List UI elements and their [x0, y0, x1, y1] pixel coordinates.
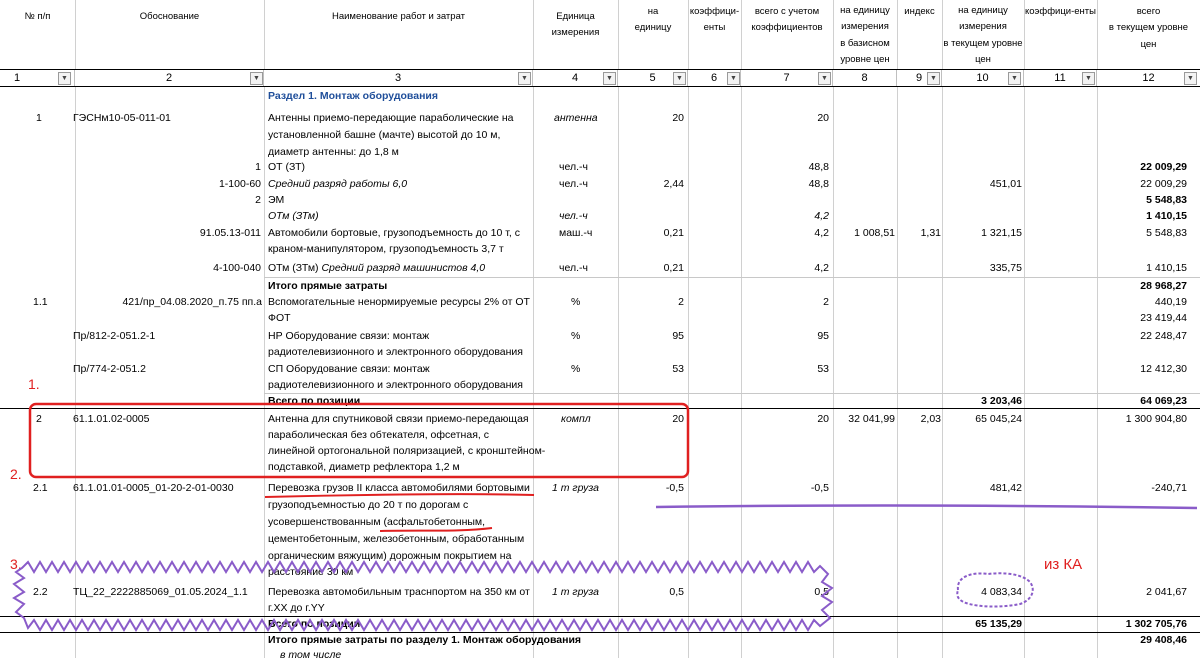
row13-per-unit[interactable]: 53	[672, 363, 684, 375]
row11-unit[interactable]: %	[571, 296, 581, 308]
row13-unit[interactable]: %	[571, 363, 581, 375]
row1-total[interactable]: 20	[817, 112, 829, 124]
row1e-unit[interactable]: маш.-ч	[559, 227, 593, 239]
grid-line	[1024, 0, 1025, 658]
colnum-2: 2	[75, 70, 264, 86]
annotation-note: из КА	[1044, 556, 1083, 573]
annotation-3: 3.	[10, 556, 22, 572]
row1f-cur-total[interactable]: 1 410,15	[1146, 262, 1187, 274]
row14-cur-unit[interactable]: 3 203,46	[981, 395, 1022, 407]
row21-total[interactable]: -0,5	[810, 482, 829, 494]
row12-cur-total[interactable]: 22 248,47	[1140, 330, 1187, 342]
header-col6-l2: енты	[703, 22, 726, 33]
purple-underline	[656, 506, 1197, 508]
row1e-name-l2[interactable]: краном-манипулятором, грузоподъемность 3,7 т	[268, 243, 504, 255]
row-separator	[264, 393, 1200, 394]
row2-total[interactable]: 20	[817, 413, 829, 425]
row1c-cur-total[interactable]: 5 548,83	[1146, 194, 1187, 206]
column-number-row	[0, 69, 1200, 87]
row11-cur-total[interactable]: 440,19	[1154, 296, 1187, 308]
header-col12-l3: цен	[1140, 39, 1157, 50]
filter-dropdown-col6[interactable]: ▼	[727, 72, 740, 85]
header-col2: Обоснование	[139, 11, 200, 22]
header-col7-l2: коэффициентов	[751, 22, 823, 33]
row23-name[interactable]: Всего по позиции	[268, 618, 361, 630]
row21-num[interactable]: 2.1	[33, 482, 48, 494]
row21-unit[interactable]: 1 т груза	[552, 482, 599, 494]
row12-basis[interactable]: Пр/812-2-051.2-1	[73, 330, 156, 342]
row21-name-l4[interactable]: цементобетонным, железобетонным, обработанным	[268, 533, 525, 545]
filter-dropdown-col5[interactable]: ▼	[673, 72, 686, 85]
row21-cur-total[interactable]: -240,71	[1151, 482, 1187, 494]
row1b-name[interactable]: Средний разряд работы 6,0	[268, 178, 408, 190]
filter-dropdown-col7[interactable]: ▼	[818, 72, 831, 85]
row21-name-l6[interactable]: расстояние 30 км	[268, 566, 354, 578]
header-col3: Наименование работ и затрат	[331, 11, 465, 22]
header-col1: № п/п	[24, 11, 51, 22]
row1f-cur-unit[interactable]: 335,75	[989, 262, 1022, 274]
row1a-basis[interactable]: 1	[255, 161, 261, 173]
row21-cur-unit[interactable]: 481,42	[989, 482, 1022, 494]
grid-line	[833, 0, 834, 658]
row1-name-l3[interactable]: диаметр антенны: до 1,8 м	[268, 146, 399, 158]
row2-num[interactable]: 2	[36, 413, 42, 425]
row1e-index[interactable]: 1,31	[920, 227, 941, 239]
row2-cur-total[interactable]: 1 300 904,80	[1125, 413, 1187, 425]
row-separator	[264, 277, 1200, 278]
row11-num[interactable]: 1.1	[33, 296, 48, 308]
row23-cur-unit[interactable]: 65 135,29	[975, 618, 1022, 630]
row2-name-l3[interactable]: линейной ортогональной поляризацией, с кронштейном-	[268, 445, 546, 457]
header-col10-l3: в текущем уровне	[943, 38, 1023, 49]
filter-dropdown-col4[interactable]: ▼	[603, 72, 616, 85]
header-col10-l1: на единицу	[958, 5, 1008, 16]
row1d-total[interactable]: 4,2	[814, 210, 829, 222]
row14-name[interactable]: Всего по позиции	[268, 395, 361, 407]
row1a-unit[interactable]: чел.-ч	[559, 161, 588, 173]
row1b-total[interactable]: 48,8	[808, 178, 829, 190]
row22-cur-unit[interactable]: 4 083,34	[981, 586, 1022, 598]
annotation-2: 2.	[10, 466, 22, 482]
row2-base-unit[interactable]: 32 041,99	[848, 413, 895, 425]
header-col8-l4: уровне цен	[840, 54, 890, 65]
row13-total[interactable]: 53	[817, 363, 829, 375]
row1e-cur-unit[interactable]: 1 321,15	[981, 227, 1022, 239]
row2-basis[interactable]: 61.1.01.02-0005	[73, 413, 150, 425]
row1f-total[interactable]: 4,2	[814, 262, 829, 274]
header-col5-l2: единицу	[634, 22, 672, 33]
colnum-12: 12	[1142, 72, 1155, 84]
row1f-per-unit[interactable]: 0,21	[663, 262, 684, 274]
row-border	[0, 632, 1200, 633]
row1f-basis[interactable]: 4-100-040	[213, 262, 261, 274]
row1a-total[interactable]: 48,8	[808, 161, 829, 173]
row1g-name[interactable]: Итого прямые затраты	[268, 280, 388, 292]
row1b-cur-unit[interactable]: 451,01	[989, 178, 1022, 190]
row1f-name-a: ОТм (ЗТм)	[268, 262, 319, 274]
row13-basis[interactable]: Пр/774-2-051.2	[73, 363, 146, 375]
header-col8-l3: в базисном	[840, 38, 890, 49]
header-col8-l2: измерения	[841, 21, 889, 32]
row24-name[interactable]: Итого прямые затраты по разделу 1. Монтаж оборудования	[268, 634, 582, 646]
row1a-cur-total[interactable]: 22 009,29	[1140, 161, 1187, 173]
row1b-cur-total[interactable]: 22 009,29	[1140, 178, 1187, 190]
annotation-1: 1.	[28, 376, 40, 392]
colnum-5: 5	[618, 70, 688, 86]
row1-name-l1[interactable]: Антенны приемо-передающие параболические на	[268, 112, 514, 124]
header-col12-l1: всего	[1136, 6, 1161, 17]
row2-name-l4[interactable]: подставкой, диаметр рефлектора 1,2 м	[268, 461, 460, 473]
row13-name-l2[interactable]: радиотелевизионного и электронного оборудования	[268, 379, 523, 391]
row1b-unit[interactable]: чел.-ч	[559, 178, 588, 190]
row11-name-l2[interactable]: ФОТ	[268, 312, 291, 324]
row2-name-l1[interactable]: Антенна для спутниковой связи приемо-передающая	[268, 413, 529, 425]
row1e-base-unit[interactable]: 1 008,51	[854, 227, 895, 239]
row12-name-l1[interactable]: НР Оборудование связи: монтаж	[268, 330, 430, 342]
row11-total[interactable]: 2	[823, 296, 829, 308]
colnum-9: 9	[897, 70, 942, 86]
row21-name-l3[interactable]: усовершенствованным (асфальтобетонным,	[268, 516, 486, 528]
row1-name-l2[interactable]: установленной башне (мачте) высотой до 10 м,	[268, 129, 501, 141]
row22-total[interactable]: 0,5	[814, 586, 829, 598]
row1-basis[interactable]: ГЭСНм10-05-011-01	[73, 112, 171, 124]
header-col12-l2: в текущем уровне	[1108, 22, 1189, 33]
row13-cur-total[interactable]: 12 412,30	[1140, 363, 1187, 375]
header-col7-l1: всего с учетом	[754, 6, 820, 17]
section-title: Раздел 1. Монтаж оборудования	[268, 90, 438, 102]
grid-line	[897, 0, 898, 658]
row11-cur-total2[interactable]: 23 419,44	[1140, 312, 1187, 324]
row12-per-unit[interactable]: 95	[672, 330, 684, 342]
row11-name-l1[interactable]: Вспомогательные ненормируемые ресурсы 2% от ОТ	[268, 296, 530, 308]
row13-name-l1[interactable]: СП Оборудование связи: монтаж	[268, 363, 430, 375]
row21-basis[interactable]: 61.1.01.01-0005_01-20-2-01-0030	[73, 482, 234, 494]
filter-dropdown-col10[interactable]: ▼	[1008, 72, 1021, 85]
row1g-cur-total[interactable]: 28 968,27	[1140, 280, 1187, 292]
row12-total[interactable]: 95	[817, 330, 829, 342]
colnum-8: 8	[833, 70, 897, 86]
colnum-3: 3	[264, 70, 533, 86]
filter-dropdown-col9[interactable]: ▼	[927, 72, 940, 85]
header-col4-l1: Единица	[556, 11, 595, 22]
grid-line	[942, 0, 943, 658]
row22-num[interactable]: 2.2	[33, 586, 48, 598]
row12-name-l2[interactable]: радиотелевизионного и электронного оборудования	[268, 346, 523, 358]
row2-name-l2[interactable]: параболическая без обтекателя, офсетная, с	[268, 429, 489, 441]
header-col11: коэффици-енты	[1025, 6, 1096, 17]
grid-line	[264, 0, 265, 658]
filter-dropdown-col3[interactable]: ▼	[518, 72, 531, 85]
header-col8-l1: на единицу	[840, 5, 890, 16]
row1b-basis[interactable]: 1-100-60	[218, 178, 261, 190]
colnum-4: 4	[533, 70, 618, 86]
row11-per-unit[interactable]: 2	[678, 296, 684, 308]
row1f-name-b: Средний разряд машинистов 4,0	[321, 262, 486, 274]
row1d-name[interactable]: ОТм (ЗТм)	[268, 210, 319, 222]
row21-per-unit[interactable]: -0,5	[665, 482, 684, 494]
row24-cur-total[interactable]: 29 408,46	[1140, 634, 1187, 646]
row22-basis[interactable]: ТЦ_22_2222885069_01.05.2024_1.1	[73, 586, 248, 598]
colnum-10: 10	[942, 70, 1024, 86]
row-border	[0, 408, 1200, 409]
row1-num[interactable]: 1	[36, 112, 42, 124]
row1b-per-unit[interactable]: 2,44	[663, 178, 684, 190]
header-col4-l2: измерения	[551, 27, 600, 38]
filter-dropdown-col11[interactable]: ▼	[1082, 72, 1095, 85]
colnum-1: 1	[0, 70, 75, 86]
row2-cur-unit[interactable]: 65 045,24	[975, 413, 1022, 425]
row14-cur-total[interactable]: 64 069,23	[1140, 395, 1187, 407]
row22-unit[interactable]: 1 т груза	[552, 586, 599, 598]
row2-index[interactable]: 2,03	[920, 413, 941, 425]
colnum-7: 7	[741, 70, 833, 86]
row1e-total[interactable]: 4,2	[814, 227, 829, 239]
filter-dropdown-col12[interactable]: ▼	[1184, 72, 1197, 85]
row22-name-l2[interactable]: г.ХХ до г.YY	[268, 602, 325, 614]
filter-dropdown-col2[interactable]: ▼	[250, 72, 263, 85]
header-col5-l1: на	[647, 6, 659, 17]
row1d-cur-total[interactable]: 1 410,15	[1146, 210, 1187, 222]
header-col10-l4: цен	[975, 54, 991, 65]
row1f-unit[interactable]: чел.-ч	[559, 262, 588, 274]
row1d-unit[interactable]: чел.-ч	[559, 210, 588, 222]
row22-cur-total[interactable]: 2 041,67	[1146, 586, 1187, 598]
row1e-cur-total[interactable]: 5 548,83	[1146, 227, 1187, 239]
header-col6-l1: коэффици-	[689, 6, 740, 17]
grid-line	[533, 0, 534, 658]
row1-per-unit[interactable]: 20	[672, 112, 684, 124]
row1a-name[interactable]: ОТ (ЗТ)	[268, 161, 306, 173]
row1c-name[interactable]: ЭМ	[268, 194, 285, 206]
filter-dropdown-col1[interactable]: ▼	[58, 72, 71, 85]
row11-basis[interactable]: 421/пр_04.08.2020_п.75 пп.а	[122, 296, 262, 308]
row1f-name[interactable]	[268, 260, 485, 277]
row21-name-l2[interactable]: грузоподъемностью до 20 т по дорогам с	[268, 499, 469, 511]
row23-cur-total[interactable]: 1 302 705,76	[1125, 618, 1187, 630]
row1c-basis[interactable]: 2	[255, 194, 261, 206]
row21-name-l5[interactable]: органическим вяжущим) дорожным покрытием на	[268, 550, 512, 562]
grid-line	[688, 0, 689, 658]
row22-per-unit[interactable]: 0,5	[669, 586, 684, 598]
colnum-11: 11	[1024, 70, 1097, 86]
row2-per-unit[interactable]: 20	[672, 413, 684, 425]
row1-unit[interactable]: антенна	[554, 112, 598, 124]
row21-name-l1[interactable]: Перевозка грузов II класса автомобилями бортовыми	[268, 482, 530, 494]
row1e-per-unit[interactable]: 0,21	[663, 227, 684, 239]
row2-unit[interactable]: компл	[561, 413, 591, 425]
row12-unit[interactable]: %	[571, 330, 581, 342]
row25-name[interactable]: в том числе	[280, 649, 342, 661]
row22-name-l1[interactable]: Перевозка автомобильным траснпортом на 350 км от	[268, 586, 530, 598]
header-col10-l2: измерения	[959, 21, 1007, 32]
colnum-6: 6	[688, 70, 741, 86]
row1e-name-l1[interactable]: Автомобили бортовые, грузоподъемность до 10 т, с	[268, 227, 520, 239]
row1e-basis[interactable]: 91.05.13-011	[199, 227, 261, 239]
header-col9: индекс	[904, 6, 935, 17]
